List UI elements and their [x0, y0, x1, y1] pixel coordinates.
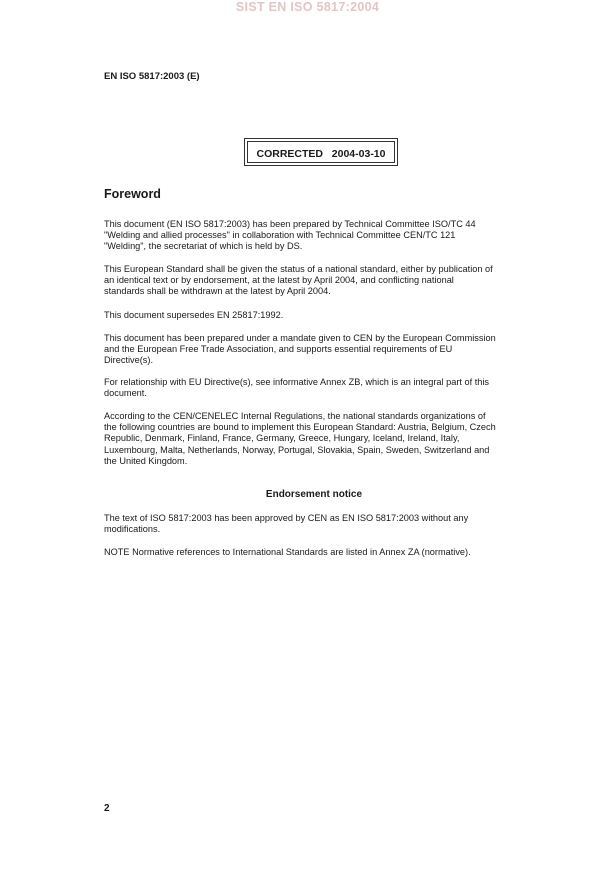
- text-line: For relationship with EU Directive(s), see informative Annex ZB, which is an integral part of this: [104, 377, 490, 387]
- text-line: and the European Free Trade Association, and supports essential requirements of EU: [104, 344, 453, 355]
- text-line: the United Kingdom.: [104, 455, 188, 466]
- text-line: the following countries are bound to implement this European Standard: Austria, Belgium, Czech: [104, 422, 496, 433]
- text-line: Luxembourg, Malta, Netherlands, Norway, Portugal, Slovakia, Spain, Sweden, Switzerland and: [104, 444, 490, 455]
- watermark: SIST EN ISO 5817:2004: [235, 0, 380, 14]
- foreword-paragraph-1: [104, 219, 524, 253]
- text-line: Republic, Denmark, Finland, France, Germany, Greece, Hungary, Iceland, Ireland, Italy,: [104, 433, 460, 444]
- text-line: This European Standard shall be given the status of a national standard, either by publication of: [104, 264, 493, 274]
- text-line: This document (EN ISO 5817:2003) has been prepared by Technical Committee ISO/TC 44: [104, 219, 476, 229]
- text-line: document.: [104, 388, 147, 399]
- foreword-paragraph-4: [104, 333, 524, 367]
- text-line: NOTE Normative references to International Standards are listed in Annex ZA (normative).: [104, 547, 471, 557]
- endorsement-heading: Endorsement notice: [265, 489, 363, 500]
- corrected-label: CORRECTED: [256, 148, 324, 160]
- text-line: an identical text or by endorsement, at the latest by April 2004, and conflicting national: [104, 275, 454, 286]
- text-line: "Welding and allied processes" in collaboration with Technical Committee CEN/TC 121: [104, 230, 456, 241]
- corrected-date: 2004-03-10: [331, 148, 386, 160]
- document-id: EN ISO 5817:2003 (E): [104, 71, 200, 82]
- text-line: According to the CEN/CENELEC Internal Regulations, the national standards organizations of: [104, 411, 486, 421]
- corrected-stamp: [244, 138, 398, 166]
- text-line: "Welding", the secretariat of which is held by DS.: [104, 241, 303, 252]
- page-number: 2: [104, 803, 110, 814]
- foreword-paragraph-2: [104, 264, 524, 298]
- foreword-paragraph-3: [104, 310, 524, 321]
- text-line: This document has been prepared under a mandate given to CEN by the European Commission: [104, 333, 496, 343]
- text-line: modifications.: [104, 524, 161, 535]
- text-line: standards shall be withdrawn at the latest by April 2004.: [104, 286, 331, 297]
- text-line: The text of ISO 5817:2003 has been approved by CEN as EN ISO 5817:2003 without any: [104, 513, 469, 523]
- corrected-text: [245, 148, 397, 160]
- text-line: This document supersedes EN 25817:1992.: [104, 310, 284, 320]
- endorsement-paragraph: [104, 513, 524, 535]
- foreword-paragraph-5: [104, 377, 524, 399]
- text-line: Directive(s).: [104, 355, 154, 366]
- endorsement-note: [104, 547, 524, 558]
- foreword-paragraph-6: [104, 411, 524, 467]
- foreword-heading: Foreword: [104, 187, 161, 201]
